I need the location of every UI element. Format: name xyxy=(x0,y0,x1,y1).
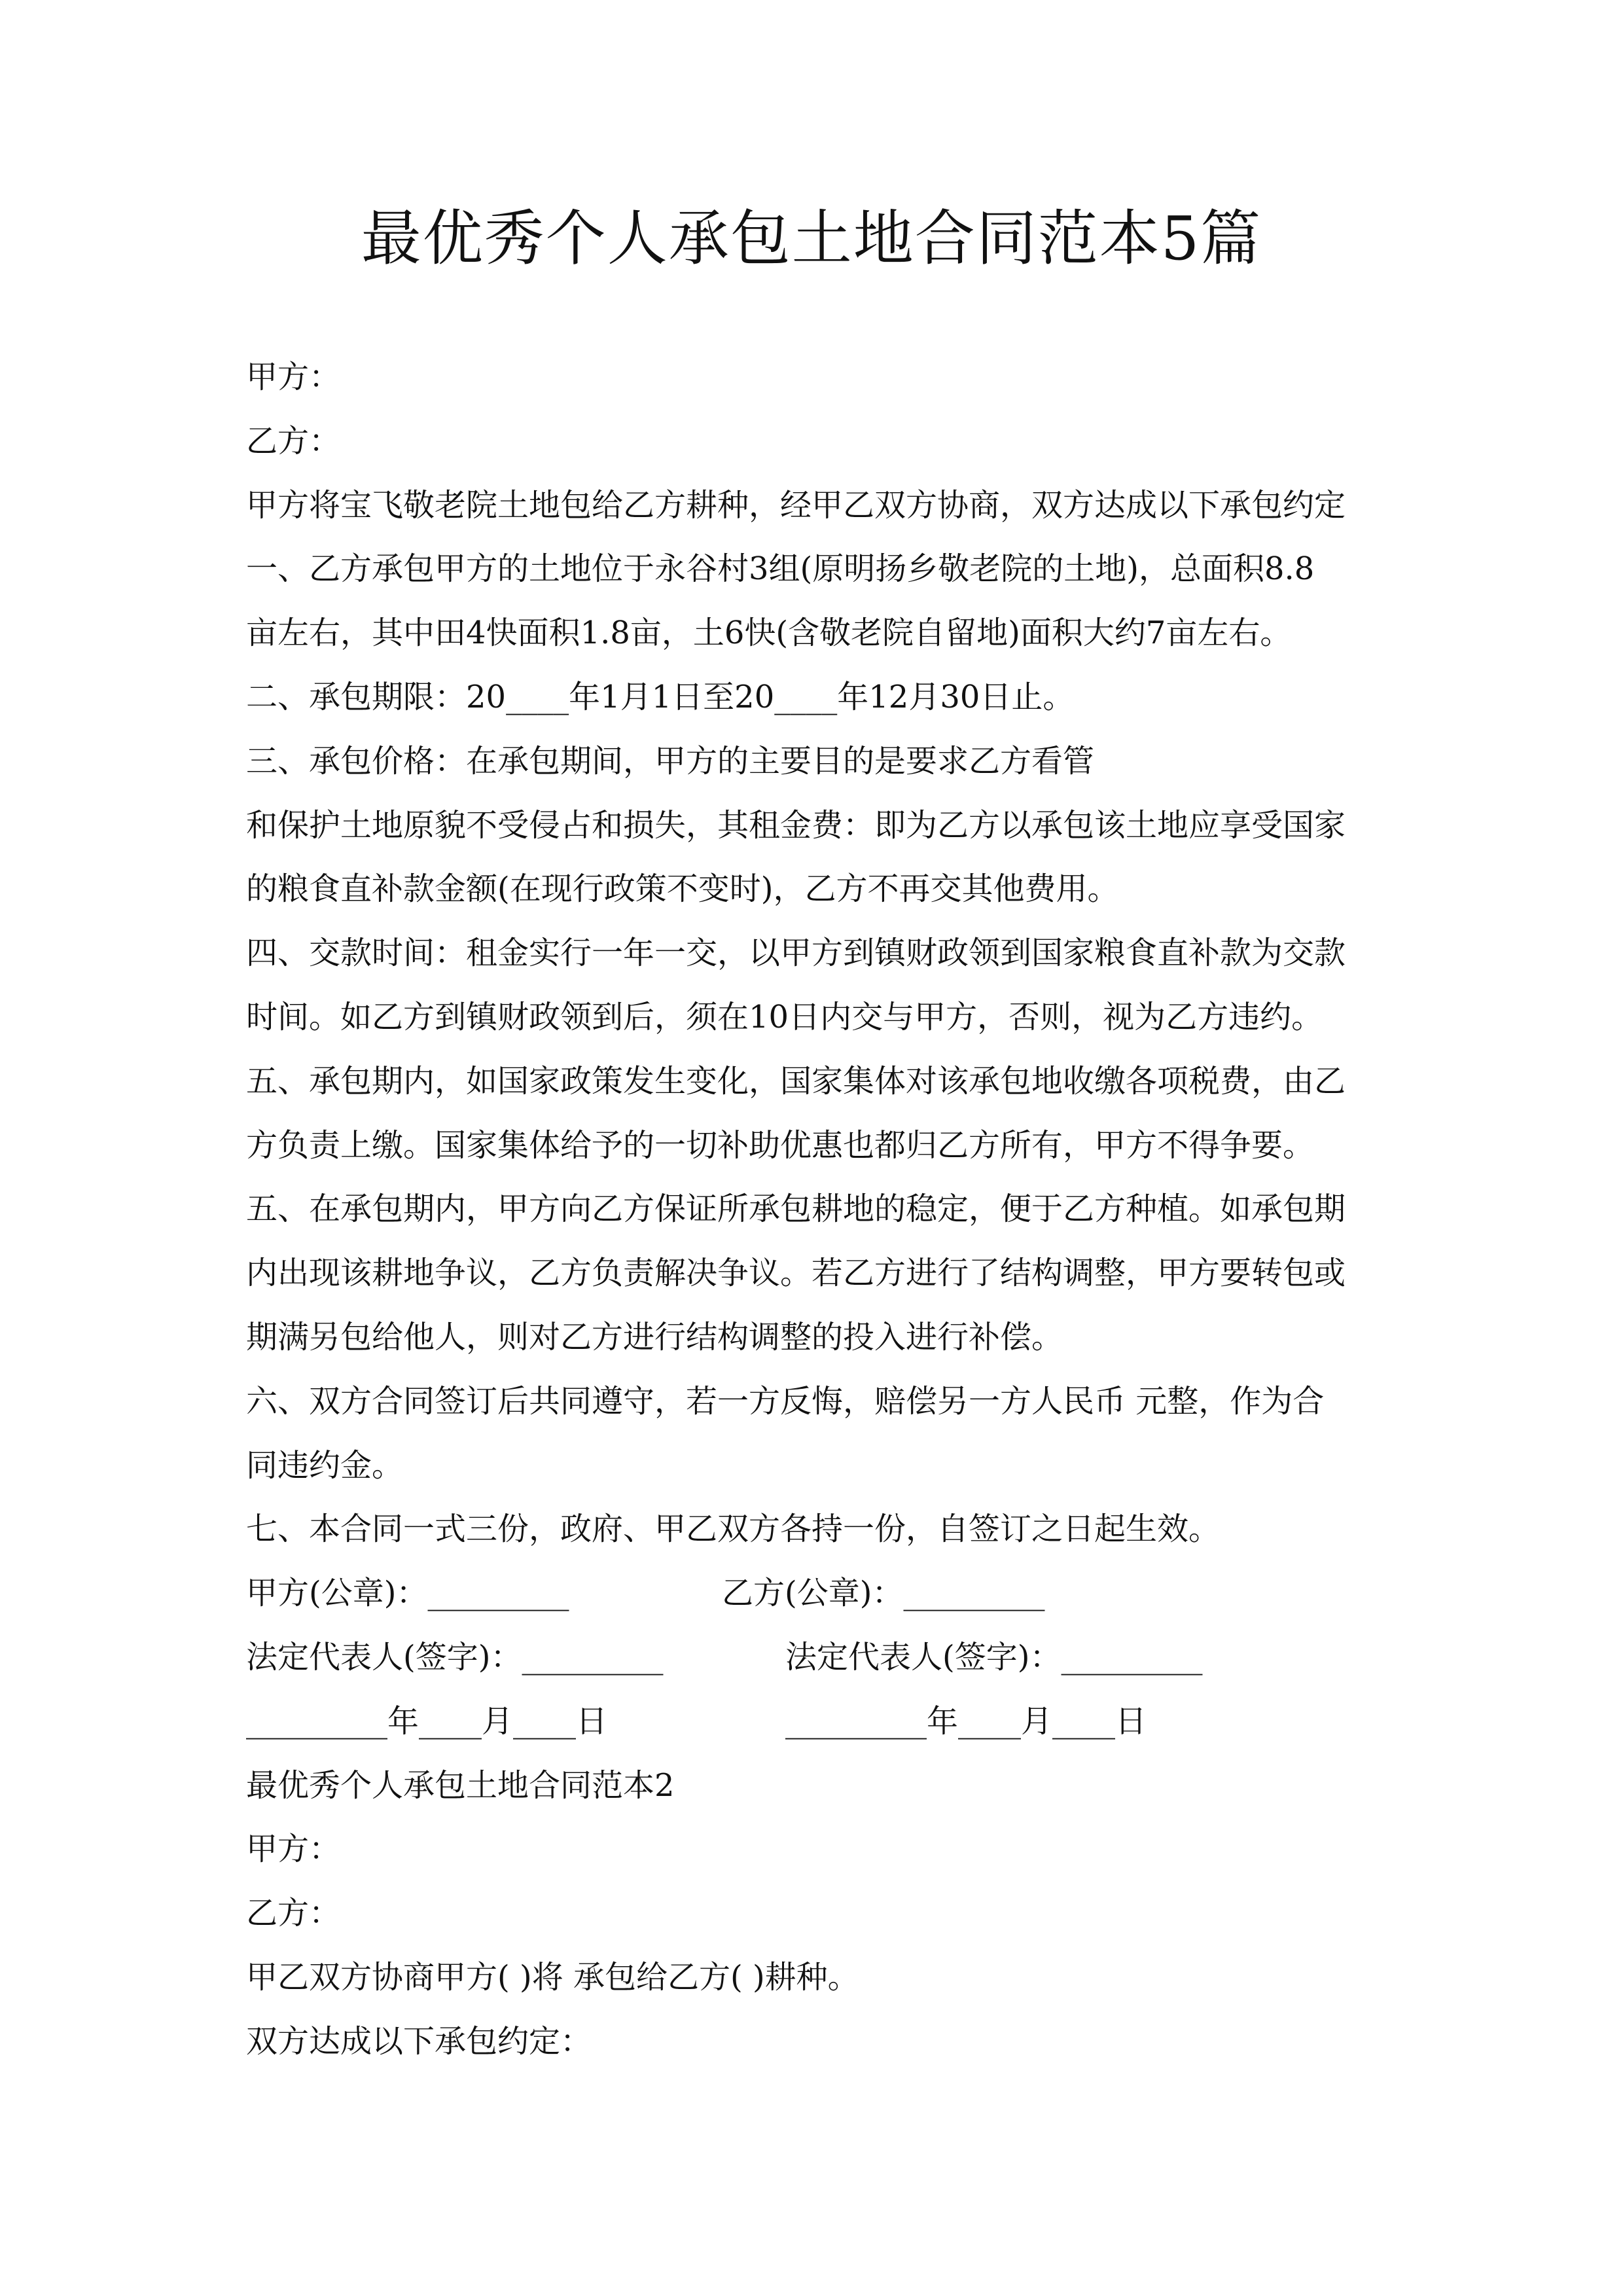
clause-6-line-1: 六、双方合同签订后共同遵守，若一方反悔，赔偿另一方人民币 元整，作为合 xyxy=(246,1382,1325,1420)
party-a-date: _________年____月____日 xyxy=(246,1702,608,1740)
clause-3-line-2: 和保护土地原貌不受侵占和损失，其租金费：即为乙方以承包该土地应享受国家 xyxy=(246,806,1346,844)
clause-1-line-2: 亩左右，其中田4快面积1.8亩，土6快(含敬老院自留地)面积大约7亩左右。 xyxy=(246,615,1292,652)
document-title: 最优秀个人承包土地合同范本5篇 xyxy=(361,204,1262,274)
section-2-party-a: 甲方： xyxy=(246,1831,341,1868)
section-2-party-b: 乙方： xyxy=(246,1895,341,1932)
party-a-representative: 法定代表人(签字)：_________ xyxy=(246,1638,664,1676)
party-b-representative: 法定代表人(签字)：_________ xyxy=(785,1638,1203,1676)
clause-2-line: 二、承包期限：20____年1月1日至20____年12月30日止。 xyxy=(246,678,1075,715)
clause-1-line-1: 一、乙方承包甲方的土地位于永谷村3组(原明扬乡敬老院的土地)，总面积8.8 xyxy=(246,550,1315,588)
section-2-agreement: 双方达成以下承包约定： xyxy=(246,2022,592,2060)
clause-5b-line-2: 内出现该耕地争议，乙方负责解决争议。若乙方进行了结构调整，甲方要转包或 xyxy=(246,1255,1346,1292)
clause-4-line-2: 时间。如乙方到镇财政领到后，须在10日内交与甲方，否则，视为乙方违约。 xyxy=(246,998,1323,1035)
party-b-date: _________年____月____日 xyxy=(785,1702,1147,1740)
representative-row xyxy=(246,1626,1398,1690)
party-a-line: 甲方： xyxy=(246,359,341,395)
clause-4-line-1: 四、交款时间：租金实行一年一交，以甲方到镇财政领到国家粮食直补款为交款 xyxy=(246,935,1346,972)
clause-7-line: 七、本合同一式三份，政府、甲乙双方各持一份，自签订之日起生效。 xyxy=(246,1511,1221,1548)
document-body xyxy=(246,346,1398,2074)
section-2-heading: 最优秀个人承包土地合同范本2 xyxy=(246,1767,675,1804)
date-row xyxy=(246,1690,1398,1754)
intro-paragraph: 甲方将宝飞敬老院土地包给乙方耕种，经甲乙双方协商，双方达成以下承包约定 xyxy=(246,486,1346,524)
clause-6-line-2: 同违约金。 xyxy=(246,1446,404,1484)
clause-5b-line-3: 期满另包给他人，则对乙方进行结构调整的投入进行补偿。 xyxy=(246,1318,1063,1355)
party-b-line: 乙方： xyxy=(246,422,341,459)
section-2-intro: 甲乙双方协商甲方( )将 承包给乙方( )耕种。 xyxy=(246,1958,859,1996)
seal-row xyxy=(246,1562,1398,1626)
clause-3-line-3: 的粮食直补款金额(在现行政策不变时)，乙方不再交其他费用。 xyxy=(246,870,1119,908)
party-a-seal: 甲方(公章)：_________ xyxy=(246,1575,569,1612)
clause-5b-line-1: 五、在承包期内，甲方向乙方保证所承包耕地的稳定，便于乙方种植。如承包期 xyxy=(246,1191,1346,1228)
clause-3-line-1: 三、承包价格：在承包期间，甲方的主要目的是要求乙方看管 xyxy=(246,742,1095,780)
party-b-seal: 乙方(公章)：_________ xyxy=(722,1575,1045,1612)
clause-5a-line-2: 方负责上缴。国家集体给予的一切补助优惠也都归乙方所有，甲方不得争要。 xyxy=(246,1126,1315,1164)
clause-5a-line-1: 五、承包期内，如国家政策发生变化，国家集体对该承包地收缴各项税费，由乙 xyxy=(246,1062,1346,1100)
